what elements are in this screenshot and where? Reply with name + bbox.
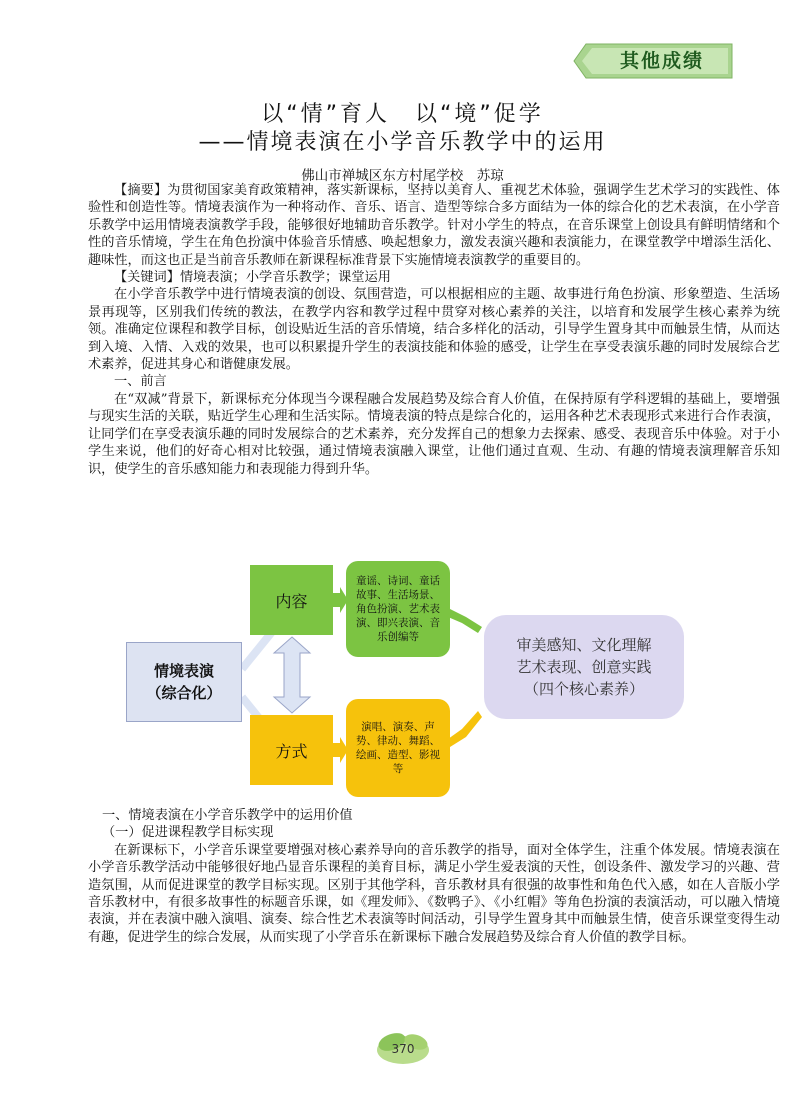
diagram-content-detail: 童谣、诗词、童话故事、生活场景、角色扮演、艺术表演、即兴表演、音乐创编等 (346, 561, 450, 657)
section1-heading: 一、前言 (114, 374, 167, 390)
article-title-line1: 以“情”育人 以“境”促学 (261, 102, 544, 127)
intro-paragraph: 在小学音乐教学中进行情境表演的创设、氛围营造，可以根据相应的主题、故事进行角色扮演、形象塑造、生活场景再现等，区别我们传统的教法，在教学内容和教学过程中贯穿对核心素养的关注，以培育和发展学生核心素养为统领。准确定位课程和教学目标，创设贴近生活的音乐情境，结合多样化的活动，引导学生置身其中而触景生情，从而达到入境、入情、入戏的效果，也可以积累提升学生的表演技能和体验的感受，让学生在享受表演乐趣的同时发展综合艺术素养，促进其身心和谐健康发展。 (88, 287, 780, 373)
section-tag (572, 42, 734, 80)
section2-paragraph: 在新课标下，小学音乐课堂要增强对核心素养导向的音乐教学的指导，面对全体学生，注重个体发展。情境表演在小学音乐教学活动中能够很好地凸显音乐课程的美育目标，满足小学生爱表演的天性，创设条件、激发学习的兴趣、营造氛围，从而促进课堂的教学目标实现。区别于其他学科，音乐教材具有很强的故事性和角色代入感，如在人音版小学音乐教材中，有很多故事性的标题音乐课，如《理发师》、《数鸭子》、《小红帽》等角色扮演的表演活动，可以融入情境表演，并在表演中融入演唱、演奏、综合性艺术表演等时间活动，引导学生置身其中而触景生情，使音乐课堂变得生动有趣，促进学生的综合发展，从而实现了小学音乐在新课标下融合发展趋势及综合育人价值的教学目标。 (88, 842, 780, 945)
page-number-badge (372, 1028, 434, 1068)
article-title-line2: ——情境表演在小学音乐教学中的运用 (198, 130, 607, 155)
section2-heading: 一、情境表演在小学音乐教学中的运用价值 (102, 808, 353, 823)
diagram-content-box: 内容 (250, 565, 333, 635)
keywords-paragraph: 【关键词】情境表演；小学音乐教学；课堂运用 (114, 270, 391, 286)
diagram-core-line2: 艺术表现、创意实践 (516, 658, 652, 676)
section1-paragraph: 在“双减”背景下，新课标充分体现当今课程融合发展趋势及综合育人价值，在保持原有学科逻辑的基础上，要增强与现实生活的关联，贴近学生心理和生活实际。情境表演的特点是综合化的，运用各种艺术表现形式来进行合作表演，让同学们在享受表演乐趣的同时发展综合的艺术素养，充分发挥自己的想象力去探索、感受、表现音乐中体验。对于小学生来说，他们的好奇心相对比较强，通过情境表演融入课堂，让他们通过直观、生动、有趣的情境表演理解音乐知识，使学生的音乐感知能力和表现能力得到升华。 (88, 391, 780, 477)
diagram-method-box: 方式 (250, 715, 333, 785)
diagram-method-detail: 演唱、演奏、声势、律动、舞蹈、绘画、造型、影视等 (346, 699, 450, 797)
section-tag-label: 其他成绩 (619, 50, 704, 72)
diagram-main-box (126, 642, 242, 722)
diagram-core-box (484, 615, 684, 719)
diagram-core-line1: 审美感知、文化理解 (516, 636, 652, 654)
section2-subheading: （一）促进课程教学目标实现 (102, 825, 274, 841)
diagram-main-line2: （综合化） (146, 684, 222, 702)
page-number: 370 (391, 1042, 415, 1056)
abstract-paragraph: 【摘要】为贯彻国家美育政策精神，落实新课标，坚持以美育人、重视艺术体验，强调学生艺术学习的实践性、体验性和创造性等。情境表演作为一种将动作、音乐、语言、造型等综合多方面结为一体的综合化的艺术表演，在小学音乐教学中运用情境表演教学手段，能够很好地辅助音乐教学。针对小学生的特点，在音乐课堂上创设具有鲜明情绪和个性的音乐情境，学生在角色扮演中体验音乐情感、唤起想象力，激发表演兴趣和表演能力，在课堂教学中增添生活化、趣味性，而这也正是当前音乐教师在新课程标准背景下实施情境表演教学的重要目的。 (88, 183, 780, 268)
concept-diagram (126, 557, 684, 803)
diagram-core-line3: （四个核心素养） (523, 680, 644, 698)
article-body-lower (88, 807, 780, 946)
article-body-upper (88, 182, 780, 478)
diagram-main-line1: 情境表演 (153, 662, 214, 680)
article-author: 佛山市禅城区东方村尾学校 苏琼 (301, 168, 504, 184)
